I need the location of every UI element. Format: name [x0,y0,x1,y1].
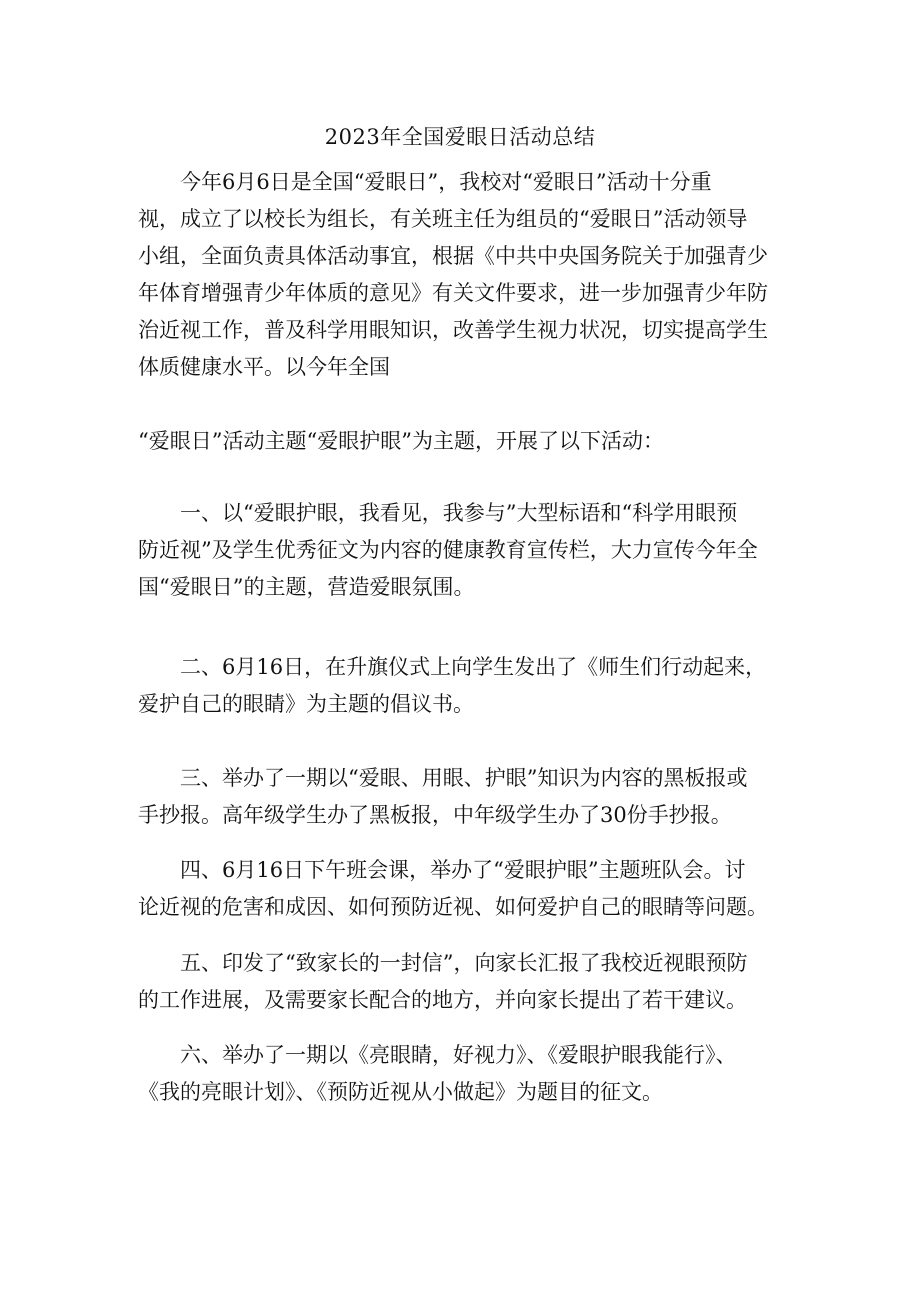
item-line: 国“爱眼日”的主题，营造爱眼氛围。 [138,575,475,599]
item-line: 手抄报。高年级学生办了黑板报，中年级学生办了30份手抄报。 [138,803,732,827]
item-line: 二、6月16日，在升旗仪式上向学生发出了《师生们行动起来， [180,655,767,679]
item-6-first-line [180,1037,790,1074]
item-3-first-line [180,760,790,797]
item-line: 爱护自己的眼睛》为主题的倡议书。 [138,692,474,716]
item-line: 五、印发了“致家长的一封信”，向家长汇报了我校近视眼预防 [180,951,748,975]
item-line: 三、举办了一期以“爱眼、用眼、护眼”知识为内容的黑板报或 [180,766,748,790]
item-line: 《我的亮眼计划》、《预防近视从小做起》为题目的征文。 [138,1080,663,1104]
item-2-first-line [180,649,790,686]
item-1-first-line [180,495,790,532]
intro-line: 年体育增强青少年体质的意见》有关文件要求，进一步加强青少年防 [138,281,768,305]
item-3-rest [138,797,790,834]
intro-line: 视，成立了以校长为组长，有关班主任为组员的“爱眼日”活动领导 [138,207,748,231]
intro-paragraph [180,164,790,201]
item-line: 的工作进展，及需要家长配合的地方，并向家长提出了若干建议。 [138,988,747,1012]
intro-line: “爱眼日”活动主题“爱眼护眼”为主题，开展了以下活动： [138,429,664,453]
intro-paragraph-cont [138,201,790,386]
item-5-first-line [180,945,790,982]
item-4-rest [138,889,790,926]
item-line: 防近视”及学生优秀征文为内容的健康教育宣传栏，大力宣传今年全 [138,538,758,562]
intro-line: 小组，全面负责具体活动事宜，根据《中共中央国务院关于加强青少 [138,244,768,268]
item-6-rest [138,1074,790,1111]
intro-line: 今年6月6日是全国“爱眼日”，我校对“爱眼日”活动十分重 [180,170,712,194]
intro-line: 治近视工作，普及科学用眼知识，改善学生视力状况，切实提高学生 [138,318,768,342]
item-line: 论近视的危害和成因、如何预防近视、如何爱护自己的眼睛等问题。 [138,895,768,919]
item-5-rest [138,982,790,1019]
item-line: 一、以“爱眼护眼，我看见，我参与”大型标语和“科学用眼预 [180,501,738,525]
item-4-first-line [180,852,790,889]
item-line: 四、6月16日下午班会课，举办了“爱眼护眼”主题班队会。讨 [180,858,746,882]
item-2-rest [138,686,790,723]
item-line: 六、举办了一期以《亮眼睛，好视力》、《爱眼护眼我能行》、 [180,1043,737,1067]
item-1-rest [138,532,790,606]
intro-paragraph-theme [138,423,790,460]
intro-line: 体质健康水平。以今年全国 [138,355,390,379]
document-title: 2023年全国爱眼日活动总结 [324,125,596,149]
